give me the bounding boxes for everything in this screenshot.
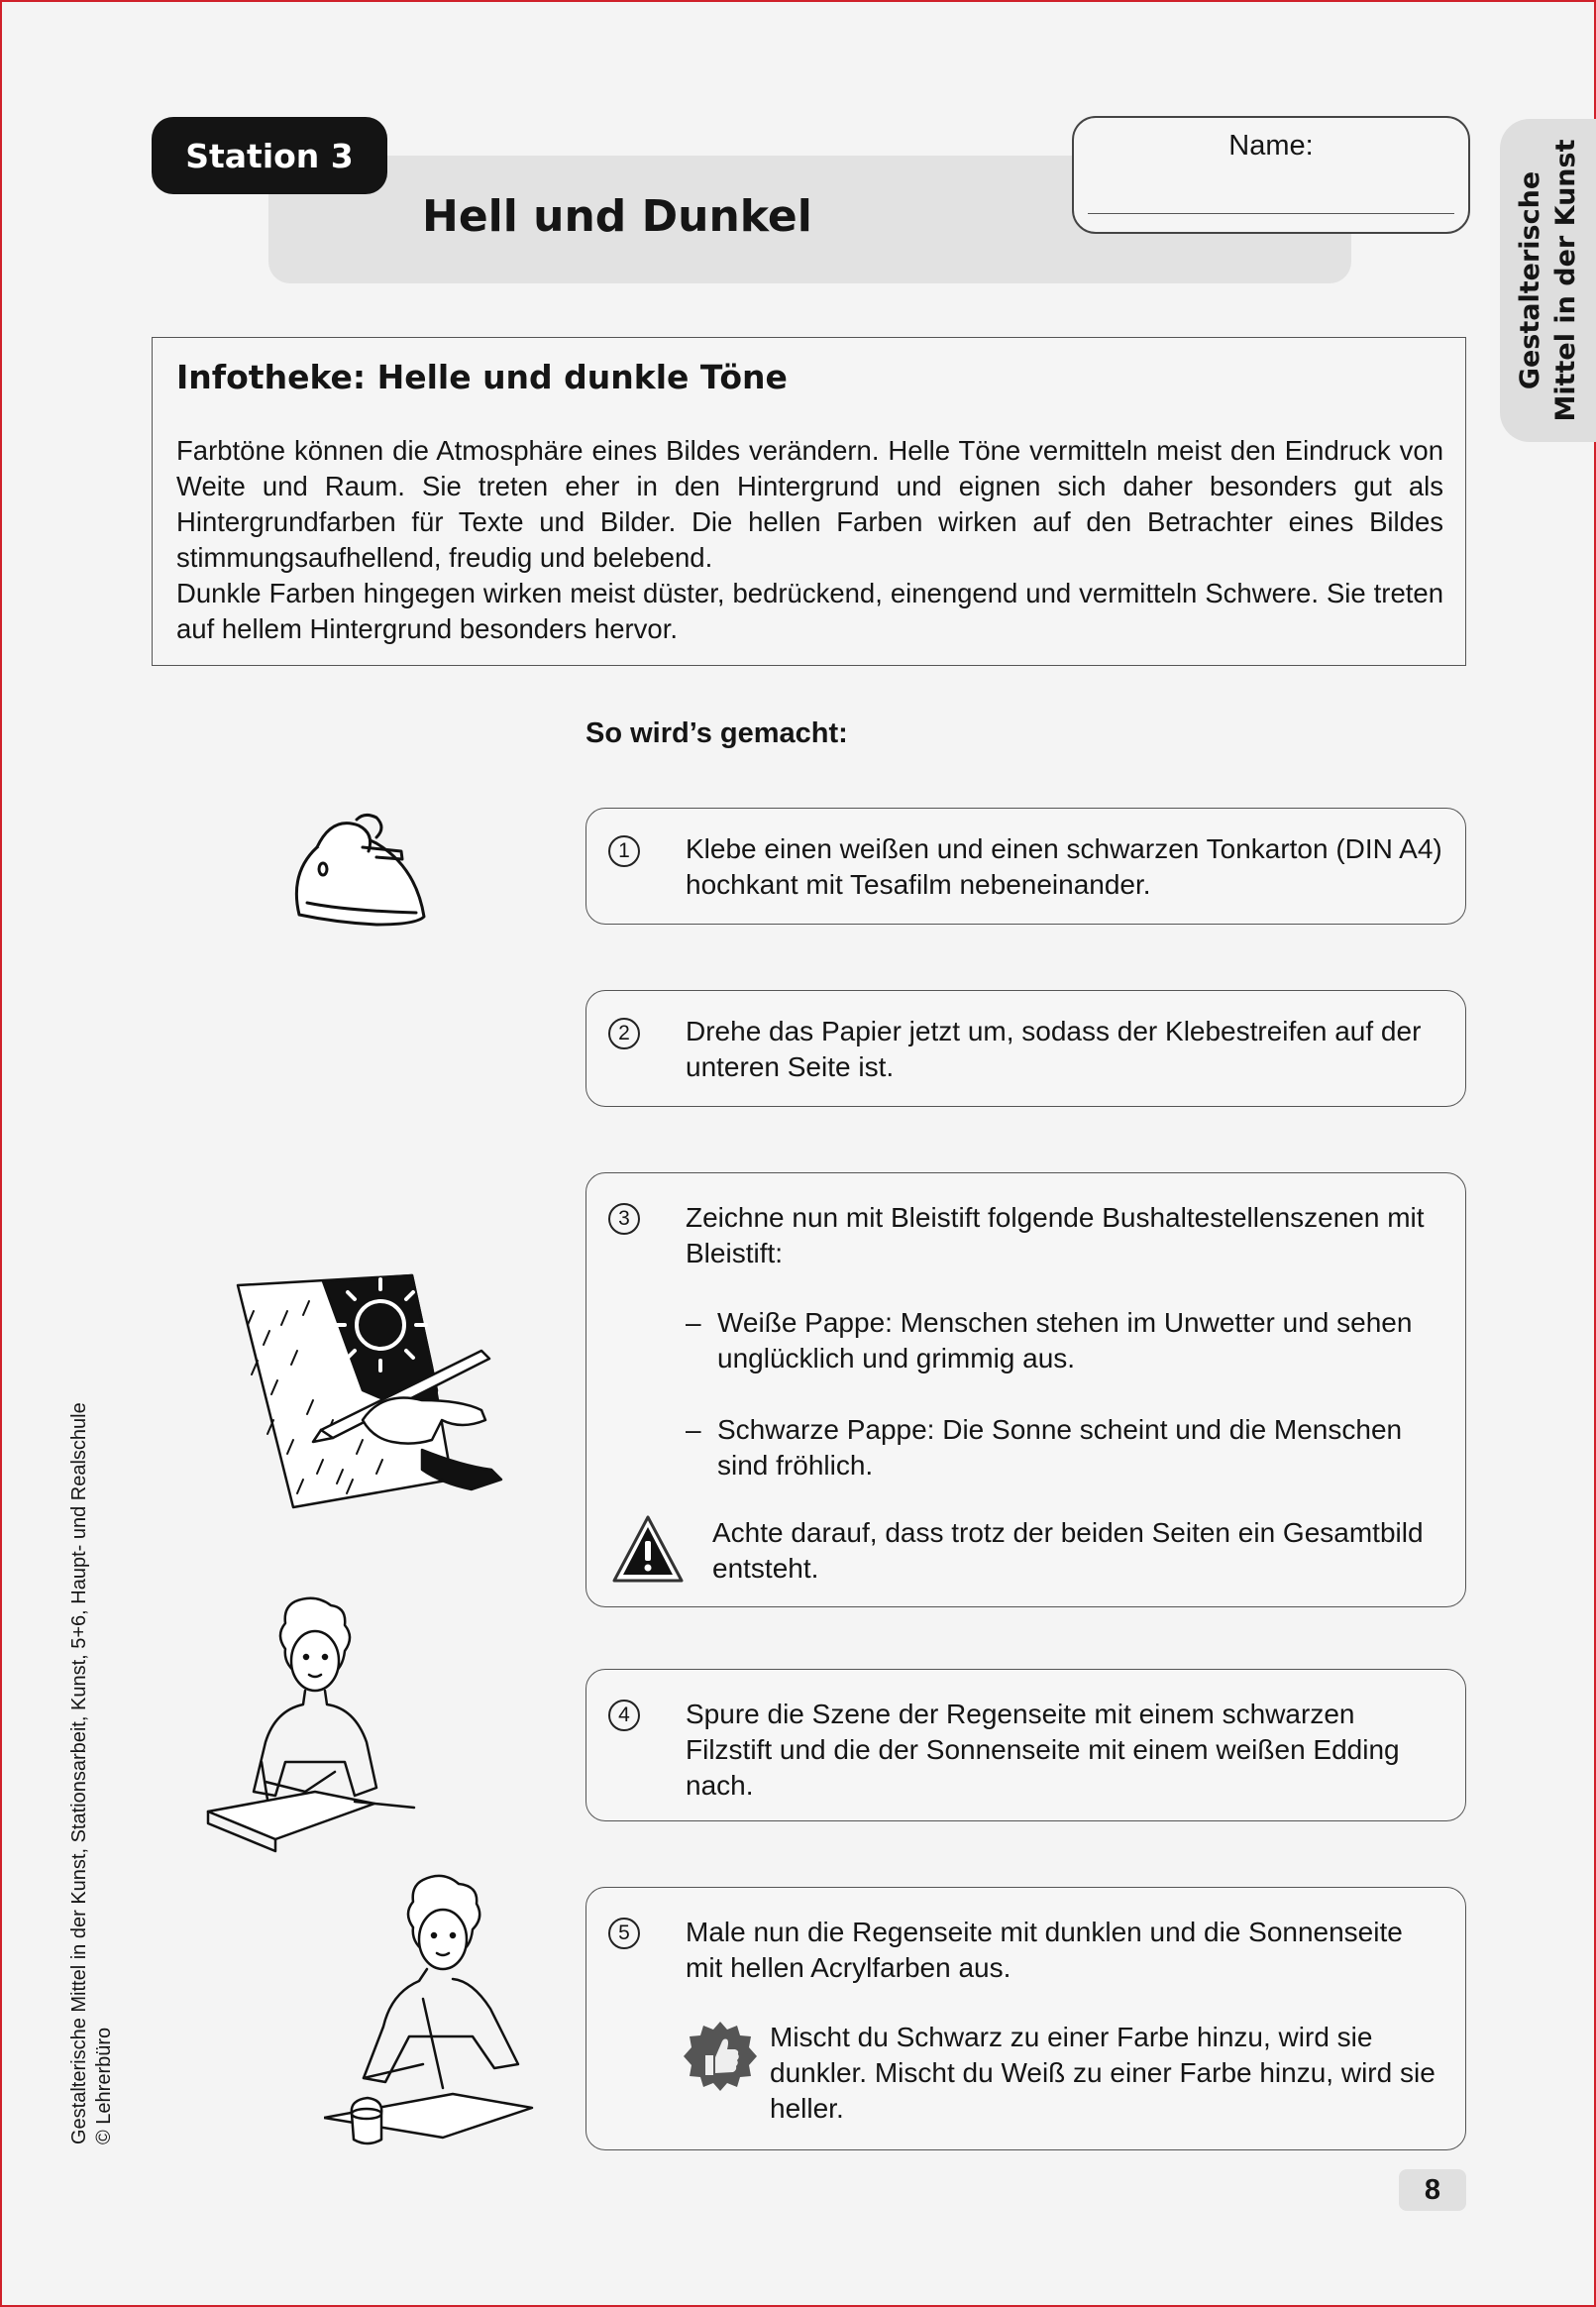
bullet-dash: –	[686, 1307, 701, 1338]
note-text: Achte darauf, dass trotz der beiden Seiten ein Gesamtbild entsteht.	[712, 1517, 1424, 1584]
boy-drawing-illustration	[206, 1593, 420, 1857]
side-tab-line-1: Gestalterische	[1514, 170, 1545, 390]
step-text: Spure die Szene der Regenseite mit einem schwarzen Filzstift und die der Sonnenseite mit einem weißen Edding nach.	[686, 1699, 1400, 1801]
thumbs-up-icon	[684, 2020, 757, 2093]
step-4	[585, 1669, 1466, 1821]
name-label: Name:	[1228, 130, 1314, 162]
step-text: Male nun die Regenseite mit dunklen und die Sonnenseite mit hellen Acrylfarben aus.	[686, 1917, 1403, 1983]
step-5	[585, 1887, 1466, 2150]
tape-dispenser-illustration	[277, 808, 456, 932]
info-title: Infotheke: Helle und dunkle Töne	[176, 358, 788, 396]
name-field[interactable]	[1072, 116, 1470, 234]
how-heading: So wird’s gemacht:	[585, 717, 848, 749]
step-1	[585, 808, 1466, 925]
side-tab-line-2: Mittel in der Kunst	[1549, 139, 1581, 422]
copyright-credit	[67, 1402, 117, 2144]
page-title: Hell und Dunkel	[422, 191, 812, 242]
boy-painting-illustration	[324, 1870, 538, 2149]
step-number: 3	[608, 1203, 640, 1235]
step-number: 4	[608, 1700, 640, 1731]
bullet-text: Schwarze Pappe: Die Sonne scheint und die Menschen sind fröhlich.	[717, 1414, 1403, 1481]
step-2	[585, 990, 1466, 1107]
warning-icon	[610, 1513, 686, 1586]
info-body	[176, 433, 1443, 647]
credit-line-2: © Lehrerbüro	[93, 2027, 115, 2144]
drawing-hand-illustration	[234, 1271, 503, 1514]
info-paragraph-2: Dunkle Farben hingegen wirken meist düster, bedrückend, einengend und vermitteln Schwere. Sie treten auf hellem Hintergrund besonders hervor.	[176, 578, 1443, 644]
page-number: 8	[1399, 2169, 1466, 2211]
side-tab-label	[1513, 139, 1584, 421]
step-text: Klebe einen weißen und einen schwarzen Tonkarton (DIN A4) hochkant mit Tesafilm nebeneinander.	[686, 833, 1442, 900]
name-line	[1088, 213, 1454, 214]
info-paragraph-1: Farbtöne können die Atmosphäre eines Bildes verändern. Helle Töne vermitteln meist den Eindruck von Weite und Raum. Sie treten eher in den Hintergrund und eignen sich daher besonders gut als Hintergrundfarben für Texte und Bilder. Die hellen Farben wirken auf den Betrachter eines Bildes stimmungsaufhellend, freudig und belebend.	[176, 435, 1443, 573]
station-badge: Station 3	[152, 117, 387, 194]
bullet-text: Weiße Pappe: Menschen stehen im Unwetter und sehen unglücklich und grimmig aus.	[717, 1307, 1413, 1373]
step-number: 5	[608, 1918, 640, 1949]
step-text: Drehe das Papier jetzt um, sodass der Klebestreifen auf der unteren Seite ist.	[686, 1016, 1422, 1082]
step-text: Zeichne nun mit Bleistift folgende Bushaltestellenszenen mit Bleistift:	[686, 1202, 1425, 1268]
step-number: 2	[608, 1018, 640, 1049]
info-box	[152, 337, 1466, 666]
credit-line-1: Gestalterische Mittel in der Kunst, Stationsarbeit, Kunst, 5+6, Haupt- und Realschule	[68, 1402, 90, 2144]
bullet-item	[686, 1305, 1445, 1376]
side-tab	[1500, 119, 1596, 442]
bullet-dash: –	[686, 1414, 701, 1445]
bullet-item	[686, 1412, 1445, 1483]
step-number: 1	[608, 835, 640, 867]
step-3	[585, 1172, 1466, 1607]
tip-text: Mischt du Schwarz zu einer Farbe hinzu, wird sie dunkler. Mischt du Weiß zu einer Farbe hinzu, wird sie heller.	[770, 2022, 1436, 2124]
